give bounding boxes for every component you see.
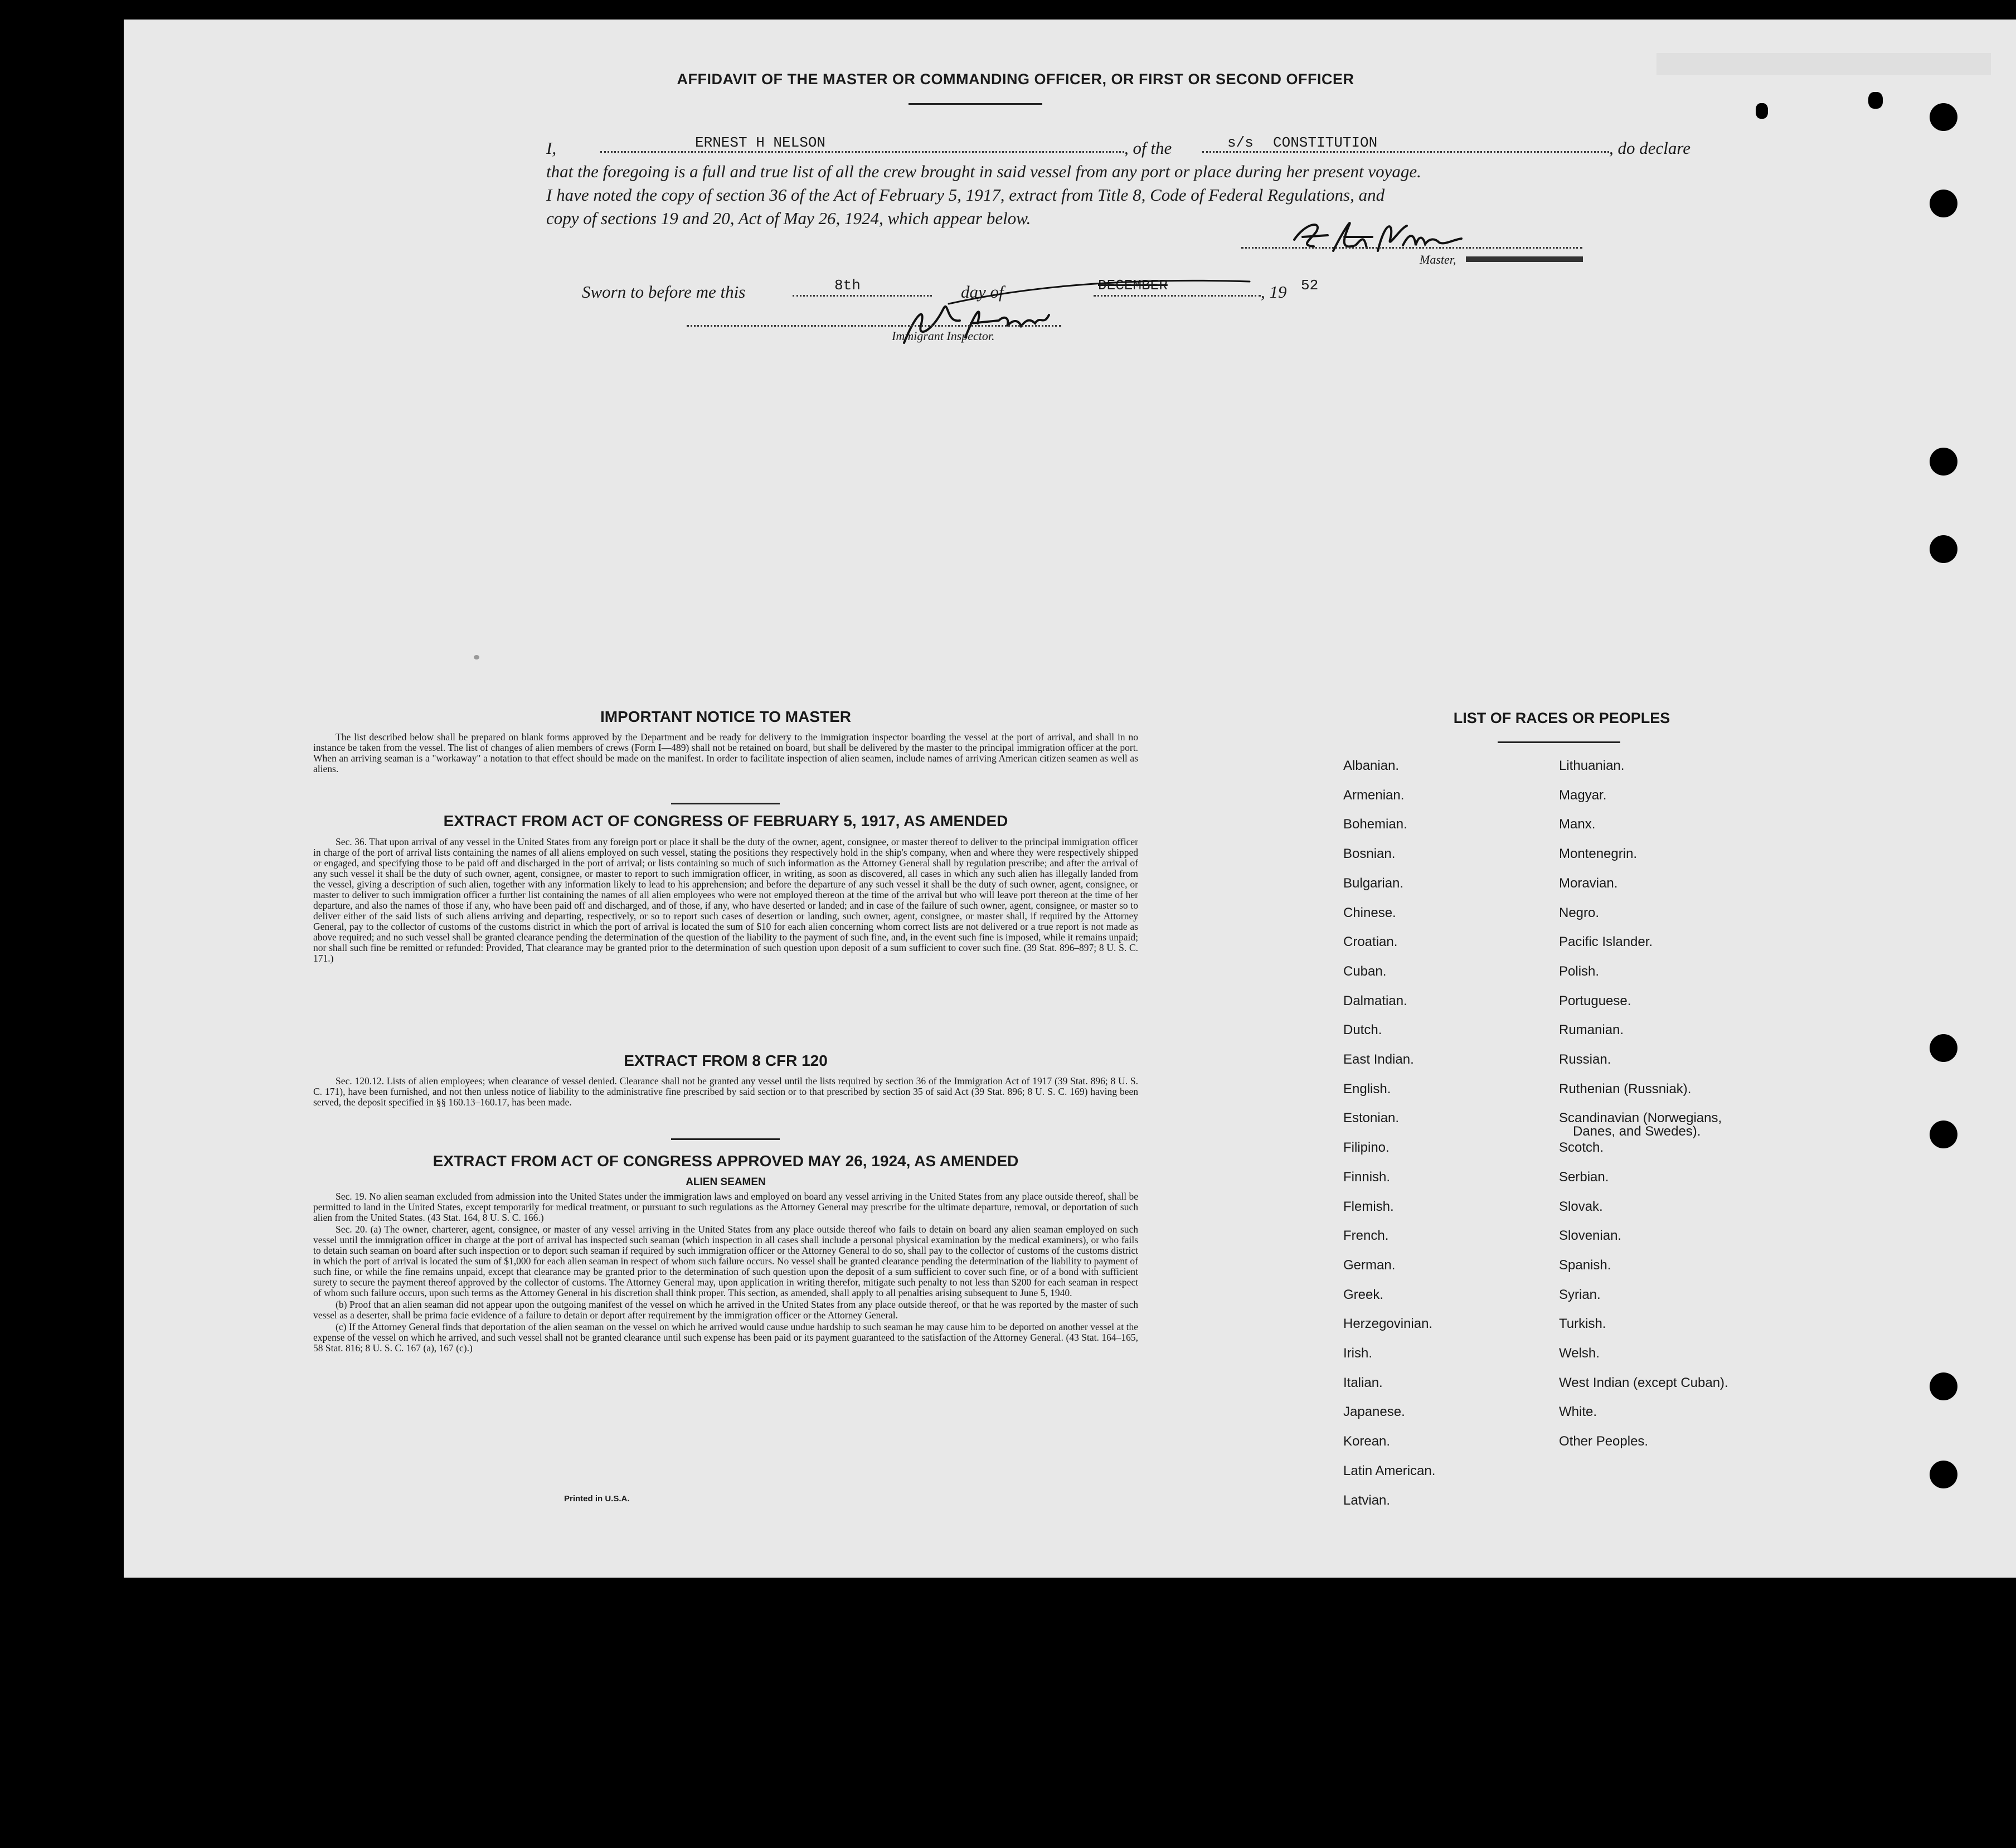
race-item: Irish. — [1343, 1346, 1373, 1361]
race-item: Korean. — [1343, 1434, 1391, 1449]
affidavit-line2: that the foregoing is a full and true list of all the crew brought in said vessel from any port or place during her present voyage. — [546, 162, 1421, 181]
master-signature-line — [1241, 247, 1582, 249]
notice-rule — [671, 803, 780, 804]
race-item: Armenian. — [1343, 787, 1405, 803]
binder-hole — [1930, 190, 1957, 217]
race-item: Ruthenian (Russniak). — [1559, 1081, 1692, 1097]
race-item: Pacific Islander. — [1559, 934, 1653, 950]
extract2-rule — [671, 1138, 780, 1140]
affidavit-title: AFFIDAVIT OF THE MASTER OR COMMANDING OFFICER, OR FIRST OR SECOND OFFICER — [677, 71, 1354, 88]
affidavit-line3: I have noted the copy of section 36 of the Act of February 5, 1917, extract from Title 8, Code of Federal Regulations, and — [546, 185, 1385, 205]
day-field: 8th — [834, 277, 861, 294]
race-item: White. — [1559, 1404, 1597, 1420]
notice-title: IMPORTANT NOTICE TO MASTER — [600, 708, 852, 725]
race-item: French. — [1343, 1228, 1389, 1244]
year-prefix: , 19 — [1261, 282, 1287, 302]
inspector-label: Immigrant Inspector. — [892, 329, 995, 343]
race-item: Chinese. — [1343, 905, 1396, 920]
race-item: Italian. — [1343, 1375, 1383, 1390]
vessel-name-field: CONSTITUTION — [1273, 134, 1378, 151]
race-item: Filipino. — [1343, 1140, 1390, 1156]
binder-hole — [1930, 535, 1957, 563]
race-item: Dalmatian. — [1343, 993, 1407, 1008]
race-item: Slovak. — [1559, 1199, 1603, 1214]
extract3-subtitle: ALIEN SEAMEN — [686, 1176, 766, 1188]
year-field: 52 — [1301, 277, 1319, 294]
race-item: Welsh. — [1559, 1346, 1600, 1361]
affidavit-title-rule — [909, 103, 1042, 105]
race-item: Spanish. — [1559, 1257, 1611, 1273]
race-item: Montenegrin. — [1559, 846, 1638, 862]
race-item: Slovenian. — [1559, 1228, 1622, 1244]
race-item: West Indian (except Cuban). — [1559, 1375, 1728, 1390]
race-item: Turkish. — [1559, 1316, 1606, 1332]
race-item: Flemish. — [1343, 1199, 1394, 1214]
extract2-paragraph: Sec. 120.12. Lists of alien employees; when clearance of vessel denied. Clearance shall not be granted any vessel until the lists required by section 36 of the Immigration Act of 1917 (39 Stat. 896; 8 U. S. C. 171), have been furnished, and not then unless notice of liability to the administrative fine prescribed by said section or to that prescribed by section 35 of said Act (39 Stat. 896; 8 U. S. C. 169) having been served, the deposit specified in §§ 160.13–160.17, has been made. — [313, 1075, 1138, 1108]
bleed-through-text — [1656, 53, 1991, 75]
vessel-prefix-field: s/s — [1227, 134, 1254, 151]
race-item: Latin American. — [1343, 1463, 1436, 1478]
extract2-body — [313, 1076, 1138, 1109]
race-item: Bulgarian. — [1343, 875, 1404, 891]
master-label: Master, — [1420, 253, 1456, 266]
races-rule — [1498, 741, 1620, 743]
race-item: Serbian. — [1559, 1169, 1609, 1185]
notice-paragraph: The list described below shall be prepared on blank forms approved by the Department and be ready for delivery to the immigration inspector boarding the vessel at the port of arrival, and shall in no instance be taken from the vessel. The list of changes of alien members of crews (Form I—489) shall not be retained on board, but shall be delivered by the master to the principal immigration officer at the port. When an arriving seaman is a "workaway" a notation to that effect should be made on the manifest. In order to facilitate inspection of alien seamen, include names of arriving American citizen seamen as well as aliens. — [313, 731, 1138, 774]
race-item: East Indian. — [1343, 1052, 1414, 1067]
race-item: Negro. — [1559, 905, 1600, 920]
race-item: Scandinavian (Norwegians, — [1559, 1110, 1722, 1126]
notice-body — [313, 732, 1138, 775]
extract3-paragraph: (c) If the Attorney General finds that deportation of the alien seaman on the vessel on which he arrived would cause undue hardship to such seaman he may cause him to be deported on another vessel at the expense of the vessel on which he arrived, and such vessel shall not be granted clearance until such expense has been paid or its payment guaranteed to the satisfaction of the Attorney General. (43 Stat. 164–165, 58 Stat. 816; 8 U. S. C. 167 (a), 167 (c).) — [313, 1321, 1138, 1354]
race-item: Herzegovinian. — [1343, 1316, 1433, 1332]
race-item: Scotch. — [1559, 1140, 1604, 1156]
vessel-dotline — [1202, 151, 1609, 153]
printed-in-usa: Printed in U.S.A. — [564, 1494, 630, 1503]
race-item: Dutch. — [1343, 1022, 1382, 1038]
name-dotline — [600, 151, 1124, 153]
extract3-title: EXTRACT FROM ACT OF CONGRESS APPROVED MAY 26, 1924, AS AMENDED — [433, 1152, 1019, 1170]
binder-hole — [1930, 448, 1957, 476]
master-name-field: ERNEST H NELSON — [695, 134, 826, 151]
affidavit-line4: copy of sections 19 and 20, Act of May 26, 1924, which appear below. — [546, 208, 1031, 228]
race-item: Latvian. — [1343, 1492, 1391, 1508]
race-item: Syrian. — [1559, 1287, 1601, 1302]
extract1-paragraph: Sec. 36. That upon arrival of any vessel in the United States from any foreign port or place it shall be the duty of the owner, agent, consignee, or master thereof to deliver to the principal immigration officer in charge of the port of arrival lists containing the names of all aliens employed on such vessel, stating the positions they respectively hold in the ship's company, when and where they were respectively shipped or engaged, and specifying those to be paid off and discharged in the port of arrival; or lists containing so much of such information as the Attorney General shall by regulation prescribe; and after the arrival of any such vessel it shall be the duty of such owner, agent, consignee, or master to report to such immigration officer, in writing, as soon as discovered, all cases in which any such alien has illegally landed from the vessel, giving a description of such alien, together with any information likely to lead to his apprehension; and before the departure of any such vessel it shall be the duty of such owner, agent, consignee, or master to deliver to such immigration officer a further list containing the names of all alien employees who were not employed thereon at the time of the arrival but who will leave port thereon at the time of her departure, and also the names of those if any, who have been paid off and discharged, and of those, if any, who have deserted or landed; and in case of the failure of such owner, agent, consignee, or master so to deliver either of the said lists of such aliens arriving and departing, respectively, or so to report such cases of desertion or landing, such owner, agent, consignee, or master shall, if required by the Attorney General, pay to the collector of customs of the customs district in which the port of arrival is located the sum of $10 for each alien concerning whom correct lists are not delivered or a true report is not made as above required; and no such vessel shall be granted clearance pending the determination of the question of the liability to the payment of such fine, and, in the event such fine is imposed, while it remains unpaid; nor shall such fine be remitted or refunded: Provided, That clearance may be granted prior to the determination of such question upon deposit of a sum sufficient to cover such fine. (39 Stat. 896–897; 8 U. S. C. 171.) — [313, 836, 1138, 964]
binder-hole — [1930, 103, 1957, 131]
race-item: Greek. — [1343, 1287, 1384, 1302]
race-item: Albanian. — [1343, 758, 1400, 773]
document-page — [124, 20, 2016, 1578]
paper-mark — [1756, 103, 1768, 119]
extract3-paragraph: (b) Proof that an alien seaman did not appear upon the outgoing manifest of the vessel on which he arrived in the United States from any place outside thereof, or that he was reported by the master of such vessel as a deserter, shall be prima facie evidence of a failure to detain or deport after requirement by the immigration officer or the Attorney General. — [313, 1299, 1138, 1321]
paper-mark — [1868, 92, 1883, 109]
races-title: LIST OF RACES OR PEOPLES — [1453, 710, 1670, 726]
race-item: Portuguese. — [1559, 993, 1631, 1008]
race-item: Estonian. — [1343, 1110, 1400, 1126]
extract3-body — [313, 1191, 1138, 1355]
inspector-signature-line — [687, 325, 1061, 327]
binder-hole — [1930, 1034, 1957, 1062]
race-item: Polish. — [1559, 963, 1600, 979]
race-item: German. — [1343, 1257, 1396, 1273]
paper-speck — [474, 655, 479, 659]
race-item: Cuban. — [1343, 963, 1387, 979]
binder-hole — [1930, 1461, 1957, 1488]
extract3-paragraph: Sec. 20. (a) The owner, charterer, agent, consignee, or master of any vessel arriving in the United States from any place outside thereof who fails to detain on board any alien seaman employed on such vessel until the immigration officer in charge at the port of arrival has inspected such seaman (which inspection in all cases shall include a personal physical examination by the medical examiners), or who fails to detain such seaman on board after such inspection or to deport such seaman if required by such immigration officer or the Attorney General to do so, shall pay to the collector of customs of the customs district in which the port of arrival is located the sum of $1,000 for each alien seaman in respect of whom such failure occurs. No vessel shall be granted clearance pending the determination of the liability to payment of such fine, or while the fine remains unpaid, except that clearance may be granted prior to the determination of such question upon the deposit of a sum sufficient to cover such fine, or of a bond with sufficient surety to secure the payment thereof approved by the collector of customs. The Attorney General may, upon application in writing therefor, mitigate such penalty to not less than $200 for each seaman in respect of whom such failure occurs, upon such terms as the Attorney General in his discretion shall think proper. This section, as amended, shall apply to all penalties arising subsequent to June 5, 1940. — [313, 1224, 1138, 1298]
sworn-text: Sworn to before me this — [582, 282, 746, 302]
race-item: Japanese. — [1343, 1404, 1405, 1420]
extract1-title: EXTRACT FROM ACT OF CONGRESS OF FEBRUARY 5, 1917, AS AMENDED — [443, 812, 1008, 830]
affidavit-i: I, — [546, 138, 557, 158]
month-field: DECEMBER — [1098, 277, 1168, 294]
race-item: Lithuanian. — [1559, 758, 1625, 773]
struck-text — [1466, 256, 1583, 262]
race-item: Bohemian. — [1343, 817, 1407, 832]
binder-hole — [1930, 1372, 1957, 1400]
race-item: Other Peoples. — [1559, 1434, 1649, 1449]
race-item: Danes, and Swedes). — [1573, 1124, 1701, 1139]
race-item: Russian. — [1559, 1052, 1611, 1067]
of-the-text: , of the — [1124, 138, 1172, 158]
binder-hole — [1930, 1121, 1957, 1148]
race-item: Rumanian. — [1559, 1022, 1624, 1038]
race-item: Croatian. — [1343, 934, 1398, 950]
race-item: Finnish. — [1343, 1169, 1391, 1185]
race-item: Magyar. — [1559, 787, 1607, 803]
extract2-title: EXTRACT FROM 8 CFR 120 — [624, 1052, 828, 1069]
race-item: Moravian. — [1559, 875, 1618, 891]
extract1-body — [313, 837, 1138, 965]
race-item: Manx. — [1559, 817, 1596, 832]
race-item: English. — [1343, 1081, 1391, 1097]
race-item: Bosnian. — [1343, 846, 1396, 862]
day-of-text: day of — [961, 282, 1004, 302]
extract3-paragraph: Sec. 19. No alien seaman excluded from admission into the United States under the immigration laws and employed on board any vessel arriving in the United States from any place outside thereof, shall be permitted to land in the United States, except temporarily for medical treatment, or pursuant to such regulations as the Attorney General may prescribe for the ultimate departure, removal, or deportation of such alien from the United States. (43 Stat. 164, 8 U. S. C. 166.) — [313, 1191, 1138, 1223]
do-declare-text: , do declare — [1609, 138, 1691, 158]
